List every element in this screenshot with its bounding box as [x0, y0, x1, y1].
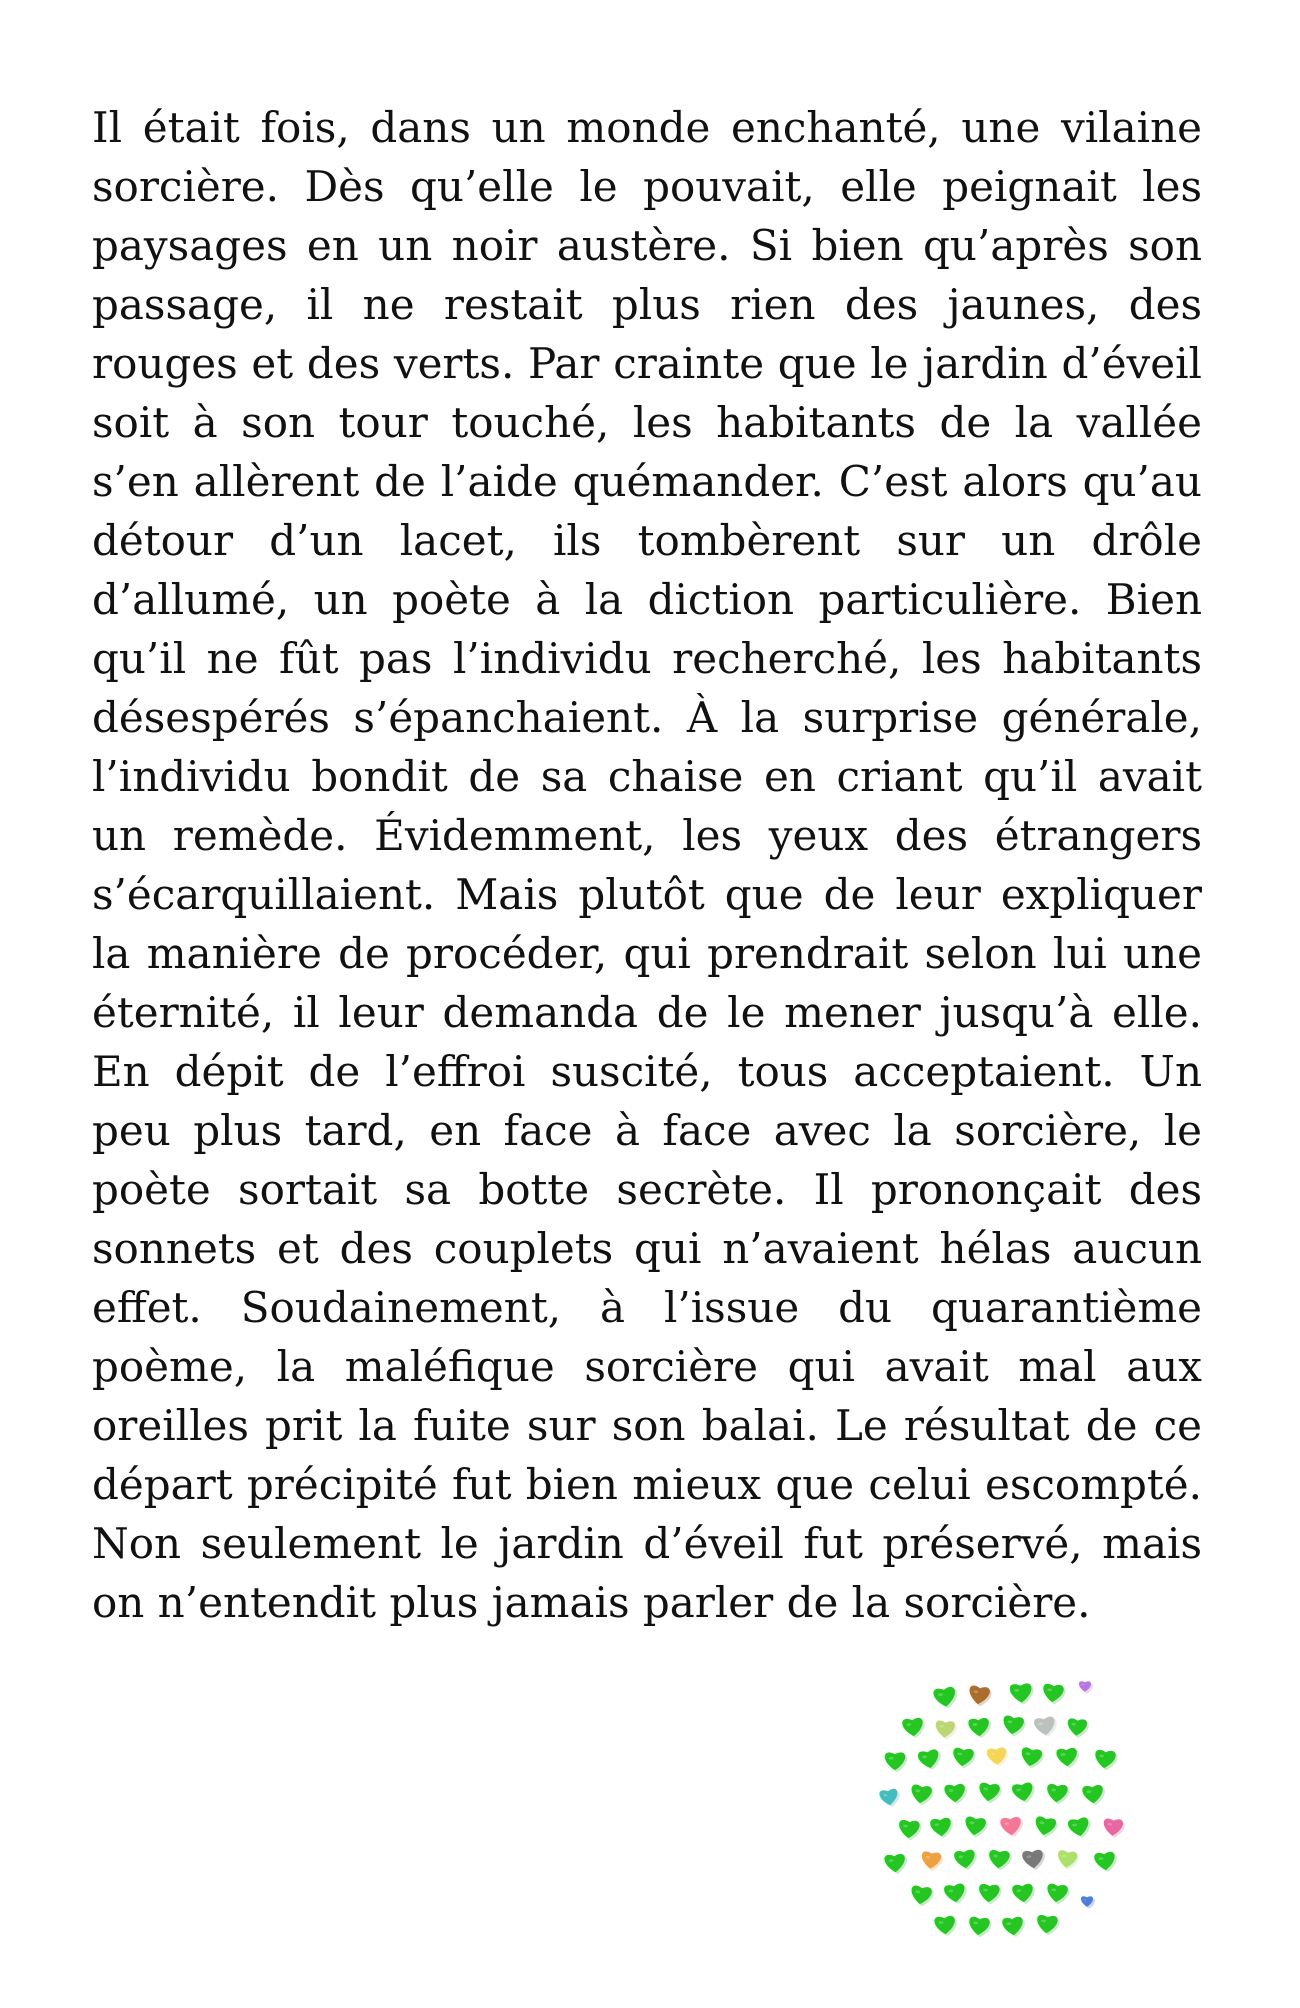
heart-gray-dark-icon	[1022, 1849, 1046, 1871]
heart-green-icon	[1082, 1784, 1106, 1806]
heart-green-icon	[1011, 1782, 1036, 1805]
heart-green-icon	[902, 1717, 926, 1739]
heart-green-icon	[884, 1853, 908, 1874]
heart-green-icon	[944, 1883, 969, 1906]
heart-mark	[934, 1916, 956, 1935]
heart-mark	[1022, 1849, 1044, 1869]
heart-green-icon	[988, 1849, 1012, 1871]
heart-green-icon	[909, 1784, 934, 1807]
heart-mark	[933, 1686, 957, 1708]
heart-green-icon	[1056, 1747, 1080, 1768]
heart-lime-icon	[1056, 1850, 1080, 1872]
heart-green-icon	[978, 1884, 1002, 1905]
heart-mark	[1046, 1783, 1068, 1803]
heart-green-icon	[963, 1816, 988, 1839]
heart-green-icon	[1067, 1718, 1090, 1739]
heart-mark	[1019, 1747, 1042, 1768]
heart-mark	[978, 1884, 1000, 1903]
heart-green-icon	[1001, 1715, 1026, 1738]
heart-highlight-mark	[1081, 1684, 1084, 1686]
heart-mark	[952, 1747, 974, 1767]
heart-green-icon	[1046, 1783, 1070, 1805]
heart-mark	[944, 1883, 967, 1904]
heart-green-icon	[917, 1748, 943, 1771]
heart-yellow-icon	[986, 1747, 1009, 1768]
heart-brown-icon	[967, 1685, 992, 1708]
heart-mark	[1094, 1749, 1116, 1769]
heart-mark	[884, 1854, 906, 1873]
heart-cluster-icon	[825, 1670, 1125, 1970]
heart-mark	[1036, 1914, 1058, 1934]
heart-highlight-mark	[889, 1757, 894, 1760]
heart-teal-icon	[879, 1788, 901, 1808]
heart-green-icon	[954, 1849, 979, 1871]
heart-mark	[1002, 1715, 1025, 1736]
heart-green-icon	[952, 1747, 976, 1769]
heart-green-icon	[1012, 1883, 1036, 1905]
heart-green-icon	[930, 1817, 954, 1839]
heart-green-icon	[898, 1820, 922, 1841]
heart-mark	[902, 1717, 924, 1737]
heart-green-icon	[1033, 1816, 1059, 1839]
heart-green-icon	[933, 1686, 959, 1710]
heart-green-icon	[1067, 1816, 1093, 1839]
heart-mark	[1033, 1816, 1056, 1837]
heart-gray-light-icon	[1034, 1716, 1059, 1739]
heart-orange-icon	[920, 1851, 943, 1872]
story-text: Il était fois, dans un monde enchanté, une vilaine sorcière. Dès qu’elle le pouvait, elle peignait les paysages en un noir austère. Si bien qu’après son passage, il ne restait plus rien des jaunes, des rouges et des verts. Par crainte que le jardin d’éveil soit à son tour touché, les habitants de la vallée s’en allèrent de l’aide quémander. C’est alors qu’au détour d’un lacet, ils tombèrent sur un drôle d’allumé, un poète à la diction particulière. Bien qu’il ne fût pas l’individu recherché, les habitants désespérés s’épanchaient. À la surprise générale, l’individu bondit de sa chaise en criant qu’il avait un remède. Évidemment, les yeux des étrangers s’écarquillaient. Mais plutôt que de leur expliquer la manière de procéder, qui prendrait selon lui une éternité, il leur demanda de le mener jusqu’à elle. En dépit de l’effroi suscité, tous acceptaient. Un peu plus tard, en face à face avec la sorcière, le poète sortait sa botte secrète. Il prononçait des sonnets et des couplets qui n’avaient hélas aucun effet. Soudainement, à l’issue du quarantième poème, la maléfique sorcière qui avait mal aux oreilles prit la fuite sur son balai. Le résultat de ce départ précipité fut bien mieux que celui escompté. Non seulement le jardin d’éveil fut préservé, mais on n’entendit plus jamais parler de la sorcière.	[92, 103, 1202, 1627]
heart-mark	[898, 1820, 920, 1839]
heart-green-icon	[934, 1915, 958, 1936]
heart-mark	[910, 1885, 933, 1906]
heart-green-icon	[1019, 1747, 1045, 1770]
heart-green-icon	[968, 1916, 992, 1938]
heart-green-icon	[1002, 1916, 1026, 1938]
heart-mark	[1012, 1883, 1034, 1903]
heart-blue-icon	[1081, 1896, 1095, 1908]
heart-mark	[917, 1749, 940, 1770]
heart-mark	[1046, 1883, 1069, 1903]
heart-purple-icon	[1079, 1681, 1093, 1693]
heart-mark	[1002, 1916, 1024, 1936]
heart-mark	[879, 1788, 899, 1806]
heart-green-icon	[1042, 1683, 1066, 1705]
heart-mark	[1011, 1782, 1034, 1803]
heart-green-icon	[909, 1885, 934, 1908]
heart-cluster-illustration	[825, 1670, 1125, 1970]
heart-mark	[986, 1747, 1007, 1766]
heart-mark	[964, 1816, 987, 1837]
heart-green-icon	[968, 1717, 992, 1738]
heart-mark	[978, 1782, 1001, 1802]
heart-mark	[1067, 1718, 1088, 1736]
heart-mark	[910, 1784, 933, 1805]
heart-mark	[1009, 1683, 1032, 1703]
heart-magenta-icon	[1103, 1818, 1125, 1838]
heart-green-icon	[1094, 1851, 1118, 1873]
heart-mark	[968, 1916, 990, 1936]
heart-green-icon	[885, 1752, 907, 1772]
heart-pink-icon	[1000, 1816, 1024, 1838]
heart-mark	[1034, 1716, 1057, 1737]
heart-green-icon	[978, 1782, 1003, 1804]
heart-mark	[1042, 1683, 1064, 1703]
heart-green-icon	[1094, 1749, 1118, 1771]
heart-mark	[1094, 1851, 1116, 1871]
heart-highlight-mark	[1083, 1899, 1086, 1901]
heart-mark	[944, 1784, 966, 1803]
heart-mark	[968, 1685, 991, 1706]
heart-mark	[1067, 1817, 1090, 1838]
heart-mark	[921, 1851, 942, 1870]
heart-green-icon	[944, 1783, 968, 1804]
heart-green-icon	[1036, 1914, 1060, 1936]
heart-green-icon	[1046, 1883, 1071, 1905]
heart-mark	[968, 1718, 990, 1737]
heart-mark	[954, 1849, 977, 1869]
heart-mark	[988, 1849, 1010, 1869]
heart-mark	[1000, 1816, 1022, 1836]
heart-olive-icon	[935, 1720, 958, 1740]
heart-mark	[1082, 1784, 1104, 1804]
heart-mark	[1056, 1748, 1078, 1767]
heart-mark	[1056, 1850, 1077, 1869]
heart-green-icon	[1009, 1683, 1034, 1705]
heart-mark	[930, 1817, 952, 1837]
